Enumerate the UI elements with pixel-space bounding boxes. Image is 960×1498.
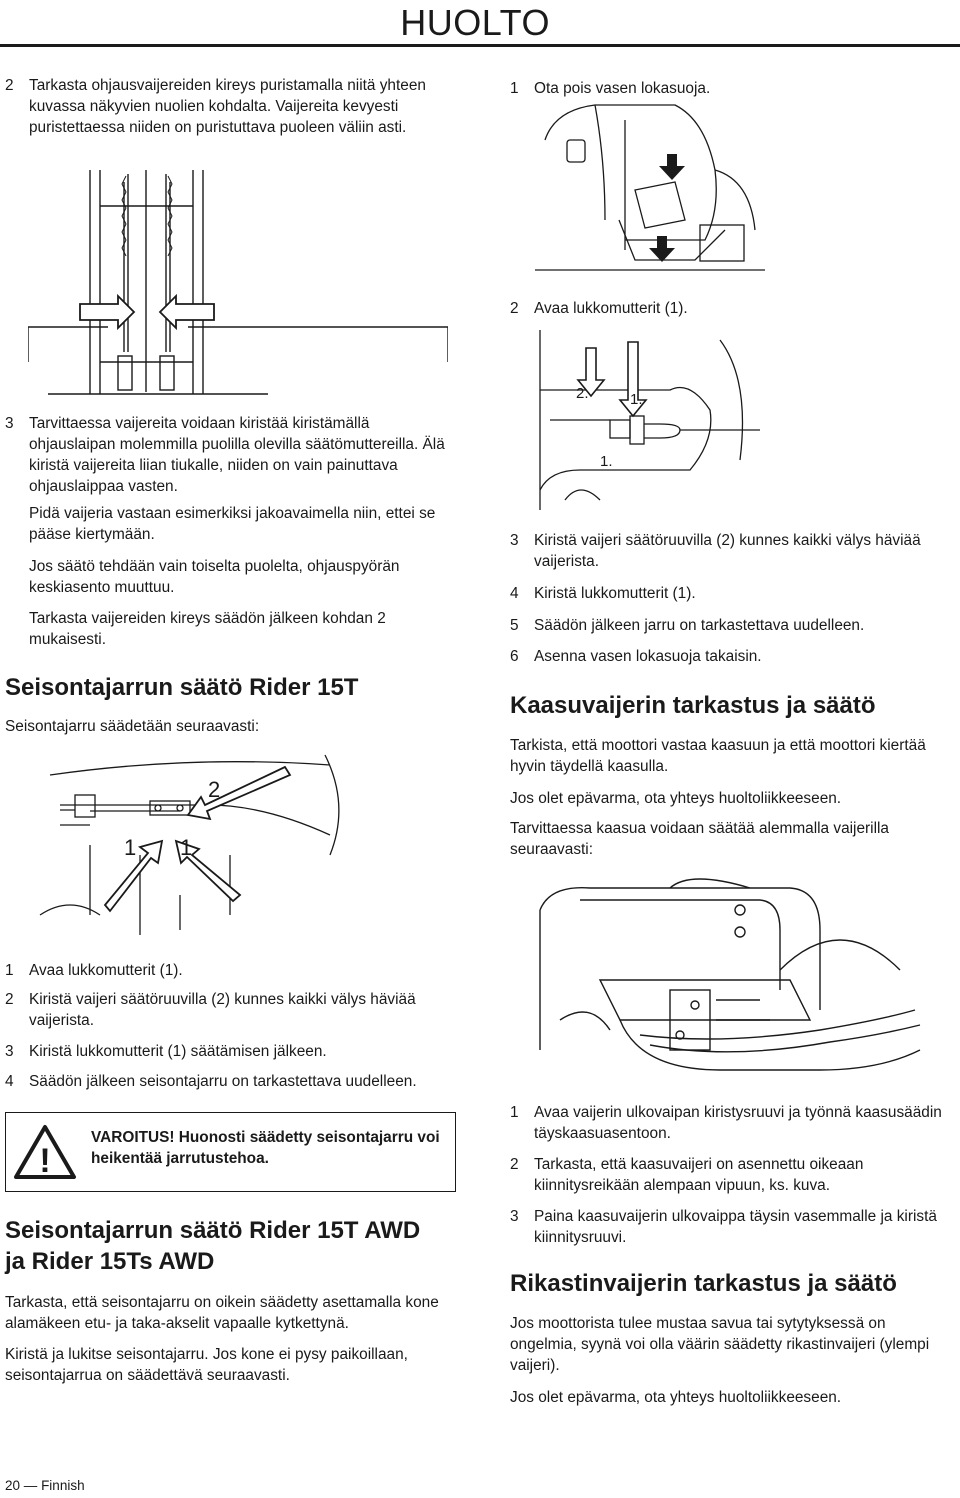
steering-cable-figure xyxy=(28,162,448,404)
step-number: 1 xyxy=(510,1104,519,1121)
step-number: 2 xyxy=(510,300,519,317)
footer-dash: — xyxy=(23,1478,38,1493)
brake-step-3 xyxy=(5,1041,455,1062)
warning-text: VAROITUS! Huonosti säädetty seisontajarru voi heikentää jarrutustehoa. xyxy=(91,1129,440,1167)
paragraph: Kiristä ja lukitse seisontajarru. Jos kone ei pysy paikoillaan, seisontajarrua on säädettävä seuraavasti. xyxy=(5,1346,408,1384)
section-title: HUOLTO xyxy=(400,2,550,43)
paragraph: Jos moottorista tulee mustaa savua tai sytytyksessä on ongelmia, syynä voi olla väärin säädetty rikastinvaijeri (ylempi vaijeri). xyxy=(510,1315,930,1374)
throttle-cable-figure xyxy=(520,870,940,1095)
heading-brake-awd-line2: ja Rider 15Ts AWD xyxy=(5,1248,215,1275)
step-text: Kiristä lukkomutterit (1) säätämisen jälkeen. xyxy=(29,1043,327,1060)
lock-nut-figure xyxy=(520,320,780,520)
callout-label: 1 xyxy=(124,835,137,860)
header-rule xyxy=(0,44,960,47)
heading-brake-15t: Seisontajarrun säätö Rider 15T xyxy=(5,674,359,701)
page-footer xyxy=(5,1478,85,1493)
paragraph: Jos olet epävarma, ota yhteys huoltoliikkeeseen. xyxy=(510,1389,842,1406)
step-text: Tarkasta, että kaasuvaijeri on asennettu oikeaan kiinnitysreikään alempaan vipuun, ks. kuva. xyxy=(534,1156,864,1194)
step-text: Säädön jälkeen jarru on tarkastettava uudelleen. xyxy=(534,617,865,634)
page-number: 20 xyxy=(5,1478,21,1493)
brake-step-4 xyxy=(5,1071,460,1092)
step-text: Avaa lukkomutterit (1). xyxy=(534,300,688,317)
step-text: Ota pois vasen lokasuoja. xyxy=(534,80,711,97)
left-step-2 xyxy=(5,75,445,138)
paragraph: Jos säätö tehdään vain toiselta puolelta, ohjauspyörän keskiasento muuttuu. xyxy=(29,558,400,596)
step-number: 2 xyxy=(5,77,14,94)
right-step-4 xyxy=(510,583,950,604)
right-step-3 xyxy=(510,530,950,572)
right-step-1 xyxy=(510,78,950,99)
footer-language: Finnish xyxy=(41,1478,85,1493)
paragraph: Tarvittaessa kaasua voidaan säätää alemmalla vaijerilla seuraavasti: xyxy=(510,820,889,858)
step-number: 6 xyxy=(510,648,519,665)
throttle-step-1 xyxy=(510,1102,950,1144)
step-number: 3 xyxy=(5,1043,14,1060)
paragraph: Seisontajarru säädetään seuraavasti: xyxy=(5,718,260,735)
callout-label: 1 xyxy=(180,835,193,860)
step-number: 2 xyxy=(5,991,14,1008)
step-text: Paina kaasuvaijerin ulkovaippa täysin vasemmalle ja kiristä kiinnitysruuvi. xyxy=(534,1208,937,1246)
step-text: Kiristä vaijeri säätöruuvilla (2) kunnes kaikki välys häviää vaijerista. xyxy=(534,532,921,570)
paragraph: Tarkasta, että seisontajarru on oikein säädetty asettamalla kone alamäkeen etu- ja taka-akselit vapaalle kytkettynä. xyxy=(5,1294,439,1332)
callout-label: 2 xyxy=(208,777,221,802)
heading-throttle: Kaasuvaijerin tarkastus ja säätö xyxy=(510,692,876,719)
paragraph: Jos olet epävarma, ota yhteys huoltoliikkeeseen. xyxy=(510,790,842,807)
step-text: Asenna vasen lokasuoja takaisin. xyxy=(534,648,762,665)
heading-brake-awd-line1: Seisontajarrun säätö Rider 15T AWD xyxy=(5,1217,421,1244)
paragraph: Pidä vaijeria vastaan esimerkiksi jakoavaimella niin, ettei se pääse kiertymään. xyxy=(29,505,436,543)
step-number: 1 xyxy=(5,962,14,979)
step-number: 1 xyxy=(510,80,519,97)
warning-box xyxy=(5,1112,456,1192)
heading-choke: Rikastinvaijerin tarkastus ja säätö xyxy=(510,1270,897,1297)
brake-step-2 xyxy=(5,989,455,1031)
callout-label: 2. xyxy=(576,385,589,402)
step-text: Avaa vaijerin ulkovaipan kiristysruuvi ja työnnä kaasusäädin täyskaasuasentoon. xyxy=(534,1104,942,1142)
parking-brake-figure xyxy=(30,745,360,935)
step-number: 4 xyxy=(5,1073,14,1090)
left-step-3 xyxy=(5,413,455,497)
step-number: 3 xyxy=(510,532,519,549)
step-number: 4 xyxy=(510,585,519,602)
step-number: 2 xyxy=(510,1156,519,1173)
paragraph: Tarkista, että moottori vastaa kaasuun ja että moottori kiertää hyvin täydellä kaasulla. xyxy=(510,737,926,775)
right-step-6 xyxy=(510,646,950,667)
step-text: Kiristä lukkomutterit (1). xyxy=(534,585,696,602)
throttle-step-3 xyxy=(510,1206,950,1248)
brake-step-1 xyxy=(5,960,455,981)
step-number: 3 xyxy=(5,415,14,432)
step-number: 3 xyxy=(510,1208,519,1225)
right-step-2 xyxy=(510,298,950,319)
callout-label: 1. xyxy=(630,391,643,408)
step-text: Säädön jälkeen seisontajarru on tarkastettava uudelleen. xyxy=(29,1073,417,1090)
step-text: Tarvittaessa vaijereita voidaan kiristää kiristämällä ohjauslaipan molemmilla puolilla olevilla säätömuttereilla. Älä kiristä vaijereita liian tiukalle, niiden on vain painuttava ohjauslaippaa vasten. xyxy=(29,415,445,495)
callout-label: 1. xyxy=(600,453,613,470)
right-step-5 xyxy=(510,615,950,636)
throttle-step-2 xyxy=(510,1154,950,1196)
paragraph: Tarkasta vaijereiden kireys säädön jälkeen kohdan 2 mukaisesti. xyxy=(29,610,386,648)
step-text: Tarkasta ohjausvaijereiden kireys puristamalla niitä yhteen kuvassa näkyvien nuolien kohdalta. Vaijereita kevyesti puristettaessa niiden on puristuttava puoleen väliin asti. xyxy=(29,77,426,136)
warning-triangle-icon xyxy=(12,1123,78,1181)
fender-figure xyxy=(535,100,765,280)
step-text: Avaa lukkomutterit (1). xyxy=(29,962,183,979)
step-text: Kiristä vaijeri säätöruuvilla (2) kunnes kaikki välys häviää vaijerista. xyxy=(29,991,416,1029)
warning-glyph: ! xyxy=(39,1142,51,1180)
step-number: 5 xyxy=(510,617,519,634)
